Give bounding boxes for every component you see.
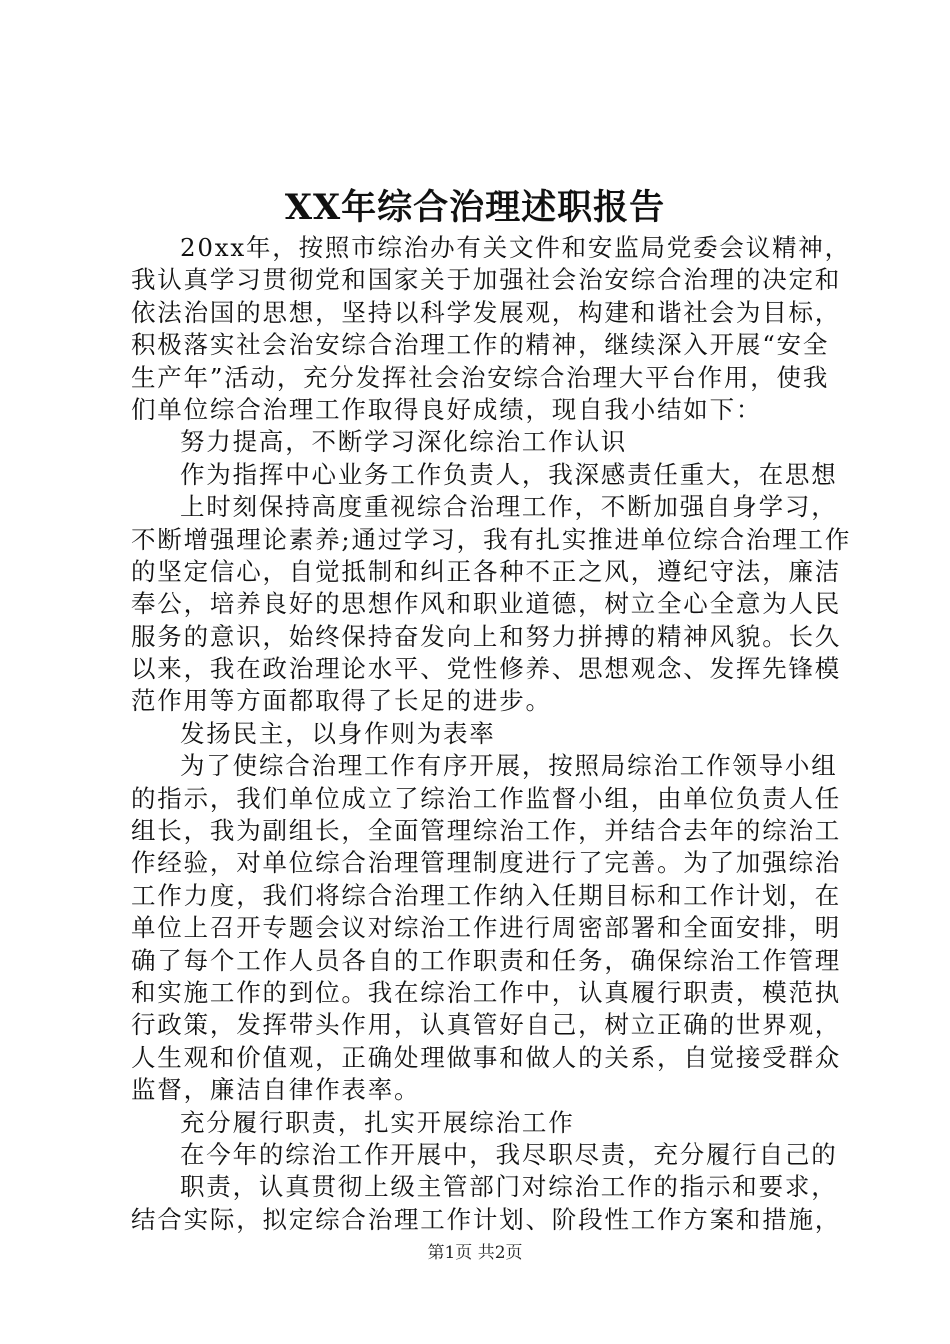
text-line: 和实施工作的到位。我在综治工作中，认真履行职责，模范执 (131, 977, 842, 1007)
text-line: 上时刻保持高度重视综合治理工作，不断加强自身学习， (180, 492, 838, 522)
text-line: 作经验，对单位综合治理管理制度进行了完善。为了加强综治 (131, 848, 842, 878)
text-line: 的指示，我们单位成立了综治工作监督小组，由单位负责人任 (131, 783, 842, 813)
text-line: 范作用等方面都取得了长足的进步。 (131, 686, 552, 716)
text-line: 不断增强理论素养;通过学习，我有扎实推进单位综合治理工作 (131, 524, 852, 554)
text-line: 积极落实社会治安综合治理工作的精神，继续深入开展“安全 (131, 330, 830, 360)
document-title: XX年综合治理述职报告 (284, 187, 666, 228)
text-line: 监督，廉洁自律作表率。 (131, 1075, 421, 1105)
text-line: 组长，我为副组长，全面管理综治工作，并结合去年的综治工 (131, 816, 842, 846)
text-line: 人生观和价值观，正确处理做事和做人的关系，自觉接受群众 (131, 1042, 842, 1072)
text-line: 们单位综合治理工作取得良好成绩，现自我小结如下： (131, 394, 763, 424)
document-body (131, 232, 852, 1236)
text-line: 依法治国的思想，坚持以科学发展观，构建和谐社会为目标， (131, 297, 842, 327)
text-line: 在今年的综治工作开展中，我尽职尽责，充分履行自己的 (180, 1139, 838, 1169)
section-heading: 充分履行职责，扎实开展综治工作 (180, 1107, 575, 1137)
text-line: 确了每个工作人员各自的工作职责和任务，确保综治工作管理 (131, 945, 842, 975)
text-line: 单位上召开专题会议对综治工作进行周密部署和全面安排，明 (131, 913, 842, 943)
text-line: 结合实际，拟定综合治理工作计划、阶段性工作方案和措施， (131, 1204, 842, 1234)
text-line: 为了使综合治理工作有序开展，按照局综治工作领导小组 (180, 751, 838, 781)
text-line: 工作力度，我们将综合治理工作纳入任期目标和工作计划，在 (131, 880, 842, 910)
page-footer: 第1页 共2页 (427, 1243, 523, 1263)
text-line: 的坚定信心，自觉抵制和纠正各种不正之风，遵纪守法，廉洁 (131, 556, 842, 586)
section-heading: 发扬民主，以身作则为表率 (180, 718, 496, 748)
text-line: 行政策，发挥带头作用，认真管好自己，树立正确的世界观， (131, 1010, 842, 1040)
text-line: 我认真学习贯彻党和国家关于加强社会治安综合治理的决定和 (131, 265, 842, 295)
text-line: 职责，认真贯彻上级主管部门对综治工作的指示和要求， (180, 1172, 838, 1202)
text-line: 20xx年，按照市综治办有关文件和安监局党委会议精神， (180, 233, 851, 262)
text-line: 作为指挥中心业务工作负责人，我深感责任重大，在思想 (180, 459, 838, 489)
text-line: 生产年”活动，充分发挥社会治安综合治理大平台作用，使我 (131, 362, 830, 392)
text-line: 以来，我在政治理论水平、党性修养、思想观念、发挥先锋模 (131, 654, 842, 684)
text-line: 服务的意识，始终保持奋发向上和努力拼搏的精神风貌。长久 (131, 621, 842, 651)
text-line: 奉公，培养良好的思想作风和职业道德，树立全心全意为人民 (131, 589, 842, 619)
section-heading: 努力提高，不断学习深化综治工作认识 (180, 427, 628, 457)
